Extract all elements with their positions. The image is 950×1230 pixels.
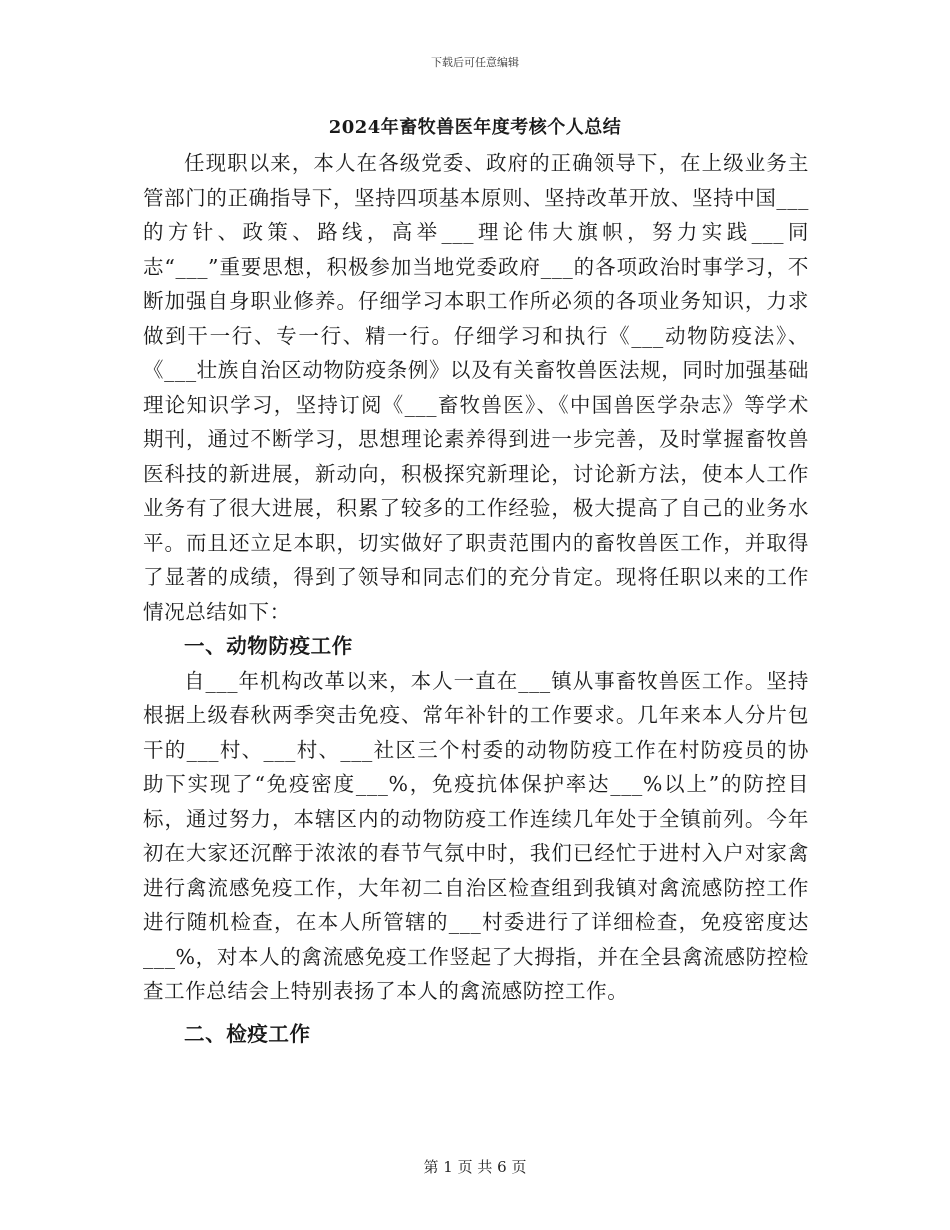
section-heading-quarantine: 二、检疫工作: [184, 1021, 311, 1046]
page-number-footer: 第 1 页 共 6 页: [423, 1158, 527, 1176]
section-heading-animal-epidemic-prevention: 一、动物防疫工作: [184, 634, 353, 658]
header-note: 下载后可任意编辑: [431, 56, 519, 69]
document-title: 2024年畜牧兽医年度考核个人总结: [328, 117, 622, 138]
intro-paragraph: 任现职以来，本人在各级党委、政府的正确领导下，在上级业务主管部门的正确指导下，坚持四项基本原则、坚持改革开放、坚持中国___的方针、政策、路线，高举___理论伟大旗帜，努力实践___同志“___”重要思想，积极参加当地党委政府___的各项政治时事学习，不断加强自身职业修养。仔细学习本职工作所必须的各项业务知识，力求做到干一行、专一行、精一行。仔细学习和执行《___动物防疫法》、《___壮族自治区动物防疫条例》以及有关畜牧兽医法规，同时加强基础理论知识学习，坚持订阅《___畜牧兽医》、《中国兽医学杂志》等学术期刊，通过不断学习，思想理论素养得到进一步完善，及时掌握畜牧兽医科技的新进展，新动向，积极探究新理论，讨论新方法，使本人工作业务有了很大进展，积累了较多的工作经验，极大提高了自己的业务水平。而且还立足本职，切实做好了职责范围内的畜牧兽医工作，并取得了显著的成绩，得到了领导和同志们的充分肯定。现将任职以来的工作情况总结如下：: [143, 151, 809, 624]
section1-paragraph: 自___年机构改革以来，本人一直在___镇从事畜牧兽医工作。坚持根据上级春秋两季突击免疫、常年补针的工作要求。几年来本人分片包干的___村、___村、___社区三个村委的动物防疫工作在村防疫员的协助下实现了“免疫密度___%，免疫抗体保护率达___%以上”的防控目标，通过努力，本辖区内的动物防疫工作连续几年处于全镇前列。今年初在大家还沉醉于浓浓的春节气氛中时，我们已经忙于进村入户对家禽进行禽流感免疫工作，大年初二自治区检查组到我镇对禽流感防控工作进行随机检查，在本人所管辖的___村委进行了详细检查，免疫密度达___%，对本人的禽流感免疫工作竖起了大拇指，并在全县禽流感防控检查工作总结会上特别表扬了本人的禽流感防控工作。: [143, 668, 809, 1003]
document-body: [143, 146, 809, 1051]
